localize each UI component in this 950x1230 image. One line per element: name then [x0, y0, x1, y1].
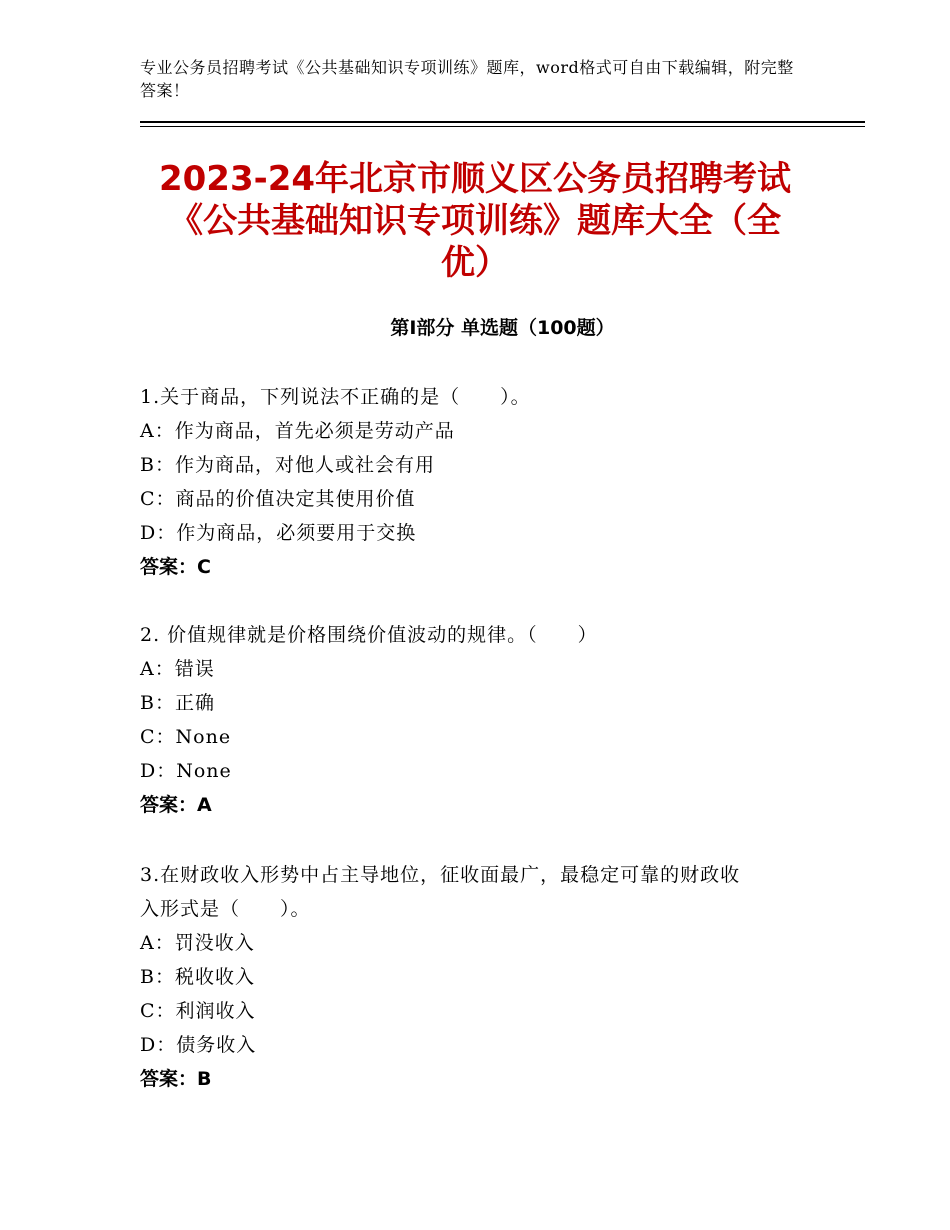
- option-b: B：正确: [140, 692, 215, 714]
- question-stem-continued: 入形式是（ ）。: [140, 898, 311, 920]
- header-note: 专业公务员招聘考试《公共基础知识专项训练》题库，word格式可自由下载编辑，附完整答案！: [140, 58, 794, 100]
- title-line: 《公共基础知识专项训练》题库大全（全: [169, 201, 781, 241]
- title-line: 优）: [441, 243, 509, 283]
- question-stem: 3.在财政收入形势中占主导地位，征收面最广，最稳定可靠的财政收: [140, 864, 741, 886]
- title-line: 2023-24年北京市顺义区公务员招聘考试: [158, 159, 792, 199]
- option-b: B：税收收入: [140, 966, 255, 988]
- question-2: [140, 618, 820, 822]
- option-c: C：商品的价值决定其使用价值: [140, 488, 416, 510]
- section-heading: 第Ⅰ部分 单选题（100题）: [390, 317, 615, 339]
- option-d: D：None: [140, 760, 232, 782]
- question-stem: 2. 价值规律就是价格围绕价值波动的规律。（ ）: [140, 624, 598, 646]
- question-3: [140, 858, 820, 1096]
- option-a: A：错误: [140, 658, 215, 680]
- question-stem: 1.关于商品，下列说法不正确的是（ ）。: [140, 386, 531, 408]
- option-d: D：债务收入: [140, 1034, 257, 1056]
- answer: 答案：A: [140, 794, 212, 816]
- option-d: D：作为商品，必须要用于交换: [140, 522, 417, 544]
- answer: 答案：C: [140, 556, 211, 578]
- header-rule-thin: [140, 126, 865, 127]
- answer: 答案：B: [140, 1068, 212, 1090]
- option-a: A：作为商品，首先必须是劳动产品: [140, 420, 455, 442]
- option-a: A：罚没收入: [140, 932, 255, 954]
- header-rule-thick: [140, 121, 865, 123]
- option-b: B：作为商品，对他人或社会有用: [140, 454, 435, 476]
- option-c: C：None: [140, 726, 232, 748]
- option-c: C：利润收入: [140, 1000, 256, 1022]
- question-1: [140, 380, 820, 584]
- document-title: [150, 158, 800, 284]
